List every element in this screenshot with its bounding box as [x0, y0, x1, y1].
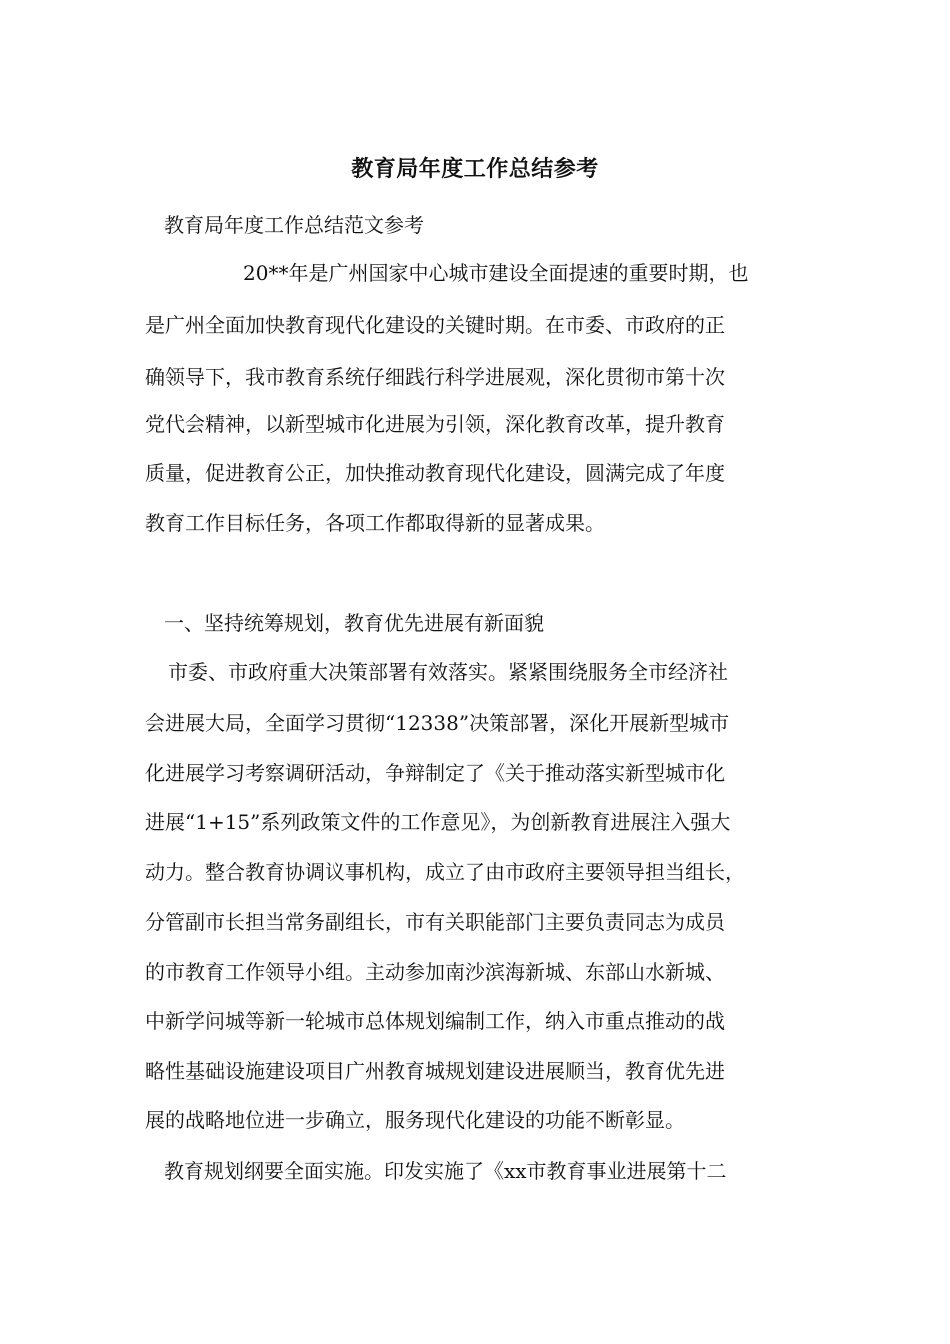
paragraph-line: 化进展学习考察调研活动，争辩制定了《关于推动落实新型城市化 [145, 761, 725, 785]
paragraph-line: 教育工作目标任务，各项工作都取得新的显著成果。 [145, 511, 605, 535]
document-title: 教育局年度工作总结参考 [351, 157, 599, 182]
paragraph-line: 是广州全面加快教育现代化建设的关键时期。在市委、市政府的正 [145, 313, 725, 337]
paragraph-line: 分管副市长担当常务副组长，市有关职能部门主要负责同志为成员 [145, 910, 725, 934]
paragraph-line: 会进展大局，全面学习贯彻“12338”决策部署，深化开展新型城市 [145, 711, 730, 735]
paragraph-line: 展的战略地位进一步确立，服务现代化建设的功能不断彰显。 [145, 1108, 685, 1132]
paragraph-line: 党代会精神，以新型城市化进展为引领，深化教育改革，提升教育 [145, 412, 725, 436]
paragraph-line: 20**年是广州国家中心城市建设全面提速的重要时期，也 [243, 261, 749, 285]
paragraph-line: 确领导下，我市教育系统仔细践行科学进展观，深化贯彻市第十次 [145, 365, 725, 389]
paragraph-line: 市委、市政府重大决策部署有效落实。紧紧围绕服务全市经济社 [168, 660, 728, 684]
paragraph-line: 进展“1+15”系列政策文件的工作意见》，为创新教育进展注入强大 [145, 810, 731, 834]
paragraph-line: 动力。整合教育协调议事机构，成立了由市政府主要领导担当组长， [145, 860, 745, 884]
paragraph-line: 中新学问城等新一轮城市总体规划编制工作，纳入市重点推动的战 [145, 1009, 725, 1033]
paragraph-line: 教育规划纲要全面实施。印发实施了《xx市教育事业进展第十二 [164, 1159, 727, 1183]
document-subtitle: 教育局年度工作总结范文参考 [164, 213, 424, 237]
section-heading: 一、坚持统筹规划，教育优先进展有新面貌 [164, 611, 544, 635]
paragraph-line: 质量，促进教育公正，加快推动教育现代化建设，圆满完成了年度 [145, 461, 725, 485]
paragraph-line: 的市教育工作领导小组。主动参加南沙滨海新城、东部山水新城、 [145, 960, 725, 984]
paragraph-line: 略性基础设施建设项目广州教育城规划建设进展顺当，教育优先进 [145, 1059, 725, 1083]
